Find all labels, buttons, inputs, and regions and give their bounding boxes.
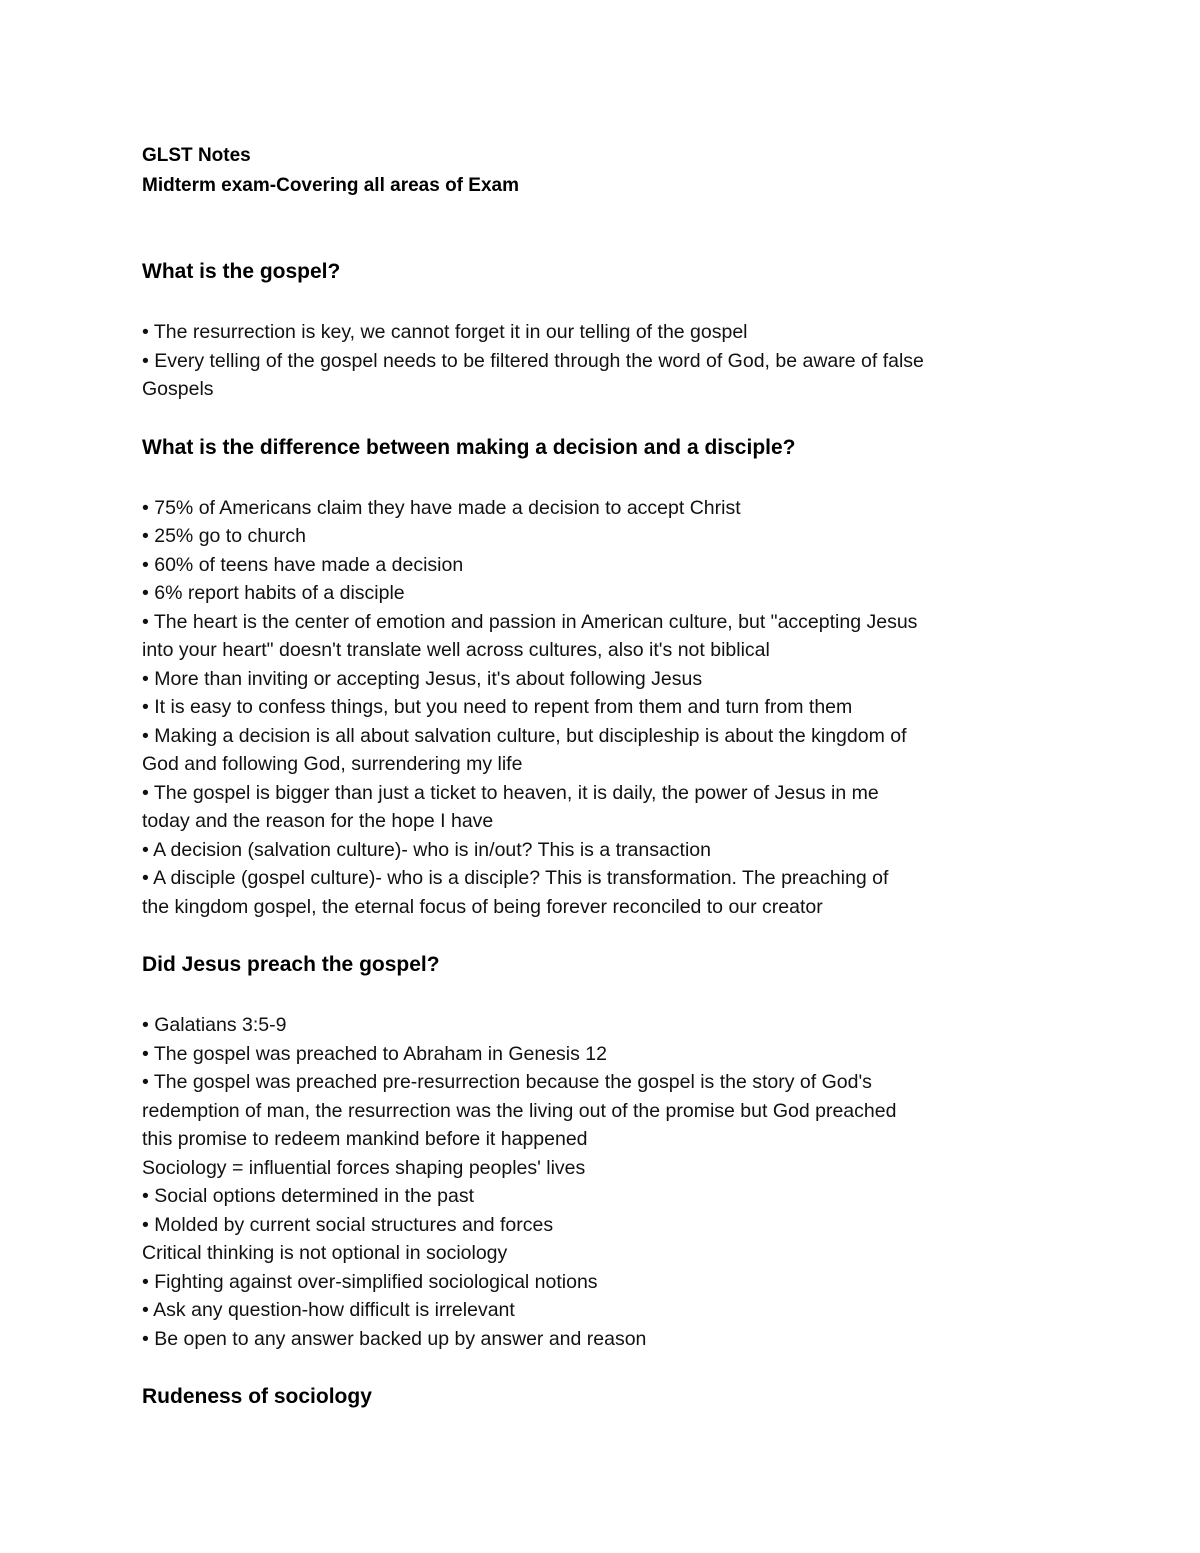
document-title: GLST Notes — [142, 145, 251, 166]
section-did-jesus-preach — [142, 950, 1032, 1353]
spacer — [142, 980, 1032, 1011]
section-heading: Rudeness of sociology — [142, 1385, 372, 1408]
bullet-line: • 75% of Americans claim they have made a decision to accept Christ — [142, 496, 741, 519]
bullet-line: • Molded by current social structures and forces — [142, 1213, 554, 1236]
bullet-line: into your heart" doesn't translate well across cultures, also it's not biblical — [142, 639, 770, 661]
section-heading: Did Jesus preach the gospel? — [142, 953, 440, 976]
bullet-line: • The gospel was preached pre-resurrection because the gospel is the story of God's — [142, 1071, 872, 1093]
bullet-line: • A decision (salvation culture)- who is in/out? This is a transaction — [142, 838, 711, 861]
bullet-line: • More than inviting or accepting Jesus, it's about following Jesus — [142, 667, 703, 690]
bullet-line: • The gospel is bigger than just a ticket to heaven, it is daily, the power of Jesus in me — [142, 781, 879, 804]
bullet-line: Gospels — [142, 378, 214, 400]
bullet-line: God and following God, surrendering my life — [142, 753, 523, 775]
section-what-is-gospel — [142, 257, 1032, 404]
bullet-line: redemption of man, the resurrection was the living out of the promise but God preached — [142, 1099, 897, 1122]
spacer — [142, 1353, 1032, 1382]
bullet-line: • 25% go to church — [142, 525, 307, 547]
document-subtitle: Midterm exam-Covering all areas of Exam — [142, 175, 519, 196]
spacer — [142, 201, 1032, 257]
bullet-line: today and the reason for the hope I have — [142, 810, 494, 832]
spacer — [142, 404, 1032, 433]
bullet-line: • Fighting against over-simplified sociological notions — [142, 1270, 598, 1293]
bullet-line: • Be open to any answer backed up by answer and reason — [142, 1327, 647, 1350]
bullet-line: • Social options determined in the past — [142, 1185, 475, 1207]
bullet-line: • 60% of teens have made a decision — [142, 553, 464, 576]
bullet-line: • The heart is the center of emotion and passion in American culture, but "accepting Jesus — [142, 610, 918, 633]
bullet-line: • The gospel was preached to Abraham in Genesis 12 — [142, 1042, 608, 1065]
bullet-line: • Every telling of the gospel needs to be filtered through the word of God, be aware of false — [142, 349, 924, 372]
bullet-line: • Galatians 3:5-9 — [142, 1014, 287, 1036]
spacer — [142, 463, 1032, 494]
bullet-line: Sociology = influential forces shaping peoples' lives — [142, 1156, 586, 1179]
bullet-line: • A disciple (gospel culture)- who is a disciple? This is transformation. The preaching of — [142, 867, 889, 889]
document-page — [142, 141, 1032, 1412]
bullet-line: the kingdom gospel, the eternal focus of being forever reconciled to our creator — [142, 895, 823, 918]
bullet-line: • Making a decision is all about salvation culture, but discipleship is about the kingdom of — [142, 724, 907, 747]
section-heading: What is the gospel? — [142, 260, 341, 283]
bullet-line: • The resurrection is key, we cannot forget it in our telling of the gospel — [142, 321, 748, 343]
section-rudeness-of-sociology — [142, 1382, 1032, 1412]
bullet-line: this promise to redeem mankind before it happened — [142, 1128, 588, 1150]
section-decision-vs-disciple — [142, 433, 1032, 922]
spacer — [142, 921, 1032, 950]
bullet-line: • 6% report habits of a disciple — [142, 582, 405, 604]
spacer — [142, 287, 1032, 318]
bullet-line: • Ask any question-how difficult is irrelevant — [142, 1299, 515, 1321]
bullet-line: Critical thinking is not optional in sociology — [142, 1242, 508, 1264]
bullet-line: • It is easy to confess things, but you need to repent from them and turn from them — [142, 696, 853, 718]
section-heading: What is the difference between making a decision and a disciple? — [142, 435, 796, 459]
